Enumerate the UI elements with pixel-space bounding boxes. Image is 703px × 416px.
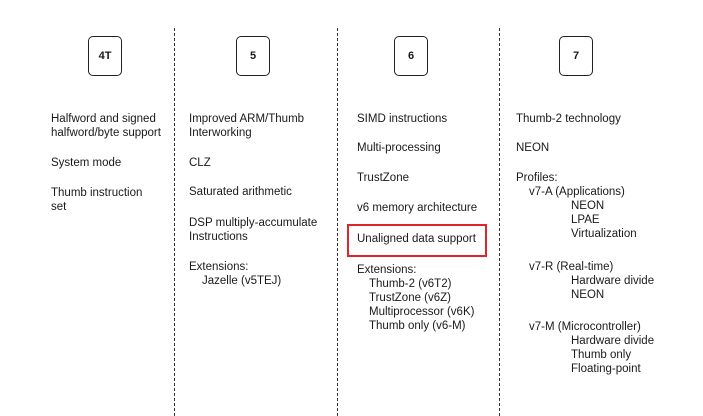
feature-line: SIMD instructions: [357, 113, 448, 125]
feature-line: Floating-point: [571, 363, 641, 375]
feature-item: [189, 216, 317, 244]
feature-item: [516, 112, 621, 126]
version-badge-5: 5: [236, 36, 270, 76]
feature-line: Virtualization: [571, 228, 637, 240]
feature-item: [51, 186, 142, 214]
feature-line: NEON: [516, 142, 550, 154]
feature-line: Thumb only (v6-M): [369, 320, 466, 332]
feature-item: [516, 260, 654, 302]
feature-line: Thumb-2 technology: [516, 113, 621, 125]
feature-line: Jazelle (v5TEJ): [202, 275, 282, 287]
feature-line: LPAE: [571, 214, 600, 226]
feature-line: Profiles:: [516, 172, 558, 184]
feature-item: [357, 201, 477, 215]
feature-line: set: [51, 201, 67, 213]
feature-line: v7-M (Microcontroller): [529, 321, 641, 333]
feature-line: v7-A (Applications): [529, 186, 625, 198]
feature-item: [189, 260, 281, 288]
feature-line: Saturated arithmetic: [189, 186, 292, 198]
feature-line: Unaligned data support: [357, 233, 476, 245]
version-badge-6: 6: [394, 36, 428, 76]
feature-line: Thumb only: [571, 349, 632, 361]
feature-line: NEON: [571, 200, 605, 212]
feature-line: Hardware divide: [571, 275, 655, 287]
feature-item: [357, 141, 441, 155]
feature-item: [51, 112, 161, 140]
feature-item: [516, 171, 637, 241]
feature-item: [189, 112, 304, 140]
feature-line: CLZ: [189, 157, 211, 169]
feature-line: System mode: [51, 157, 122, 169]
column-divider-1: [174, 28, 175, 416]
feature-line: DSP multiply-accumulate: [189, 217, 318, 229]
feature-line: Thumb-2 (v6T2): [369, 278, 452, 290]
feature-line: Thumb instruction: [51, 187, 143, 199]
feature-line: Hardware divide: [571, 335, 655, 347]
column-divider-2: [337, 28, 338, 416]
feature-line: Improved ARM/Thumb: [189, 113, 305, 125]
feature-line: halfword/byte support: [51, 127, 161, 139]
feature-item: [189, 156, 211, 170]
feature-item: [189, 185, 292, 199]
feature-line: v7-R (Real-time): [529, 261, 614, 273]
feature-line: Halfword and signed: [51, 113, 156, 125]
feature-line: TrustZone: [357, 172, 409, 184]
feature-line: Extensions:: [357, 264, 417, 276]
column-divider-3: [499, 28, 500, 416]
feature-line: NEON: [571, 289, 605, 301]
feature-line: v6 memory architecture: [357, 202, 478, 214]
feature-line: Extensions:: [189, 261, 249, 273]
feature-line: Instructions: [189, 231, 248, 243]
feature-item: [51, 156, 121, 170]
version-badge-4t: 4T: [88, 36, 122, 76]
feature-line: Multiprocessor (v6K): [369, 306, 475, 318]
highlight-box: [347, 224, 487, 257]
feature-line: TrustZone (v6Z): [369, 292, 452, 304]
feature-item: [357, 263, 474, 333]
feature-line: Interworking: [189, 127, 252, 139]
feature-line: Multi-processing: [357, 142, 441, 154]
feature-item: [357, 112, 447, 126]
version-badge-7: 7: [559, 36, 593, 76]
feature-item: [357, 171, 409, 185]
feature-item: [516, 320, 654, 376]
feature-item: [516, 141, 549, 155]
